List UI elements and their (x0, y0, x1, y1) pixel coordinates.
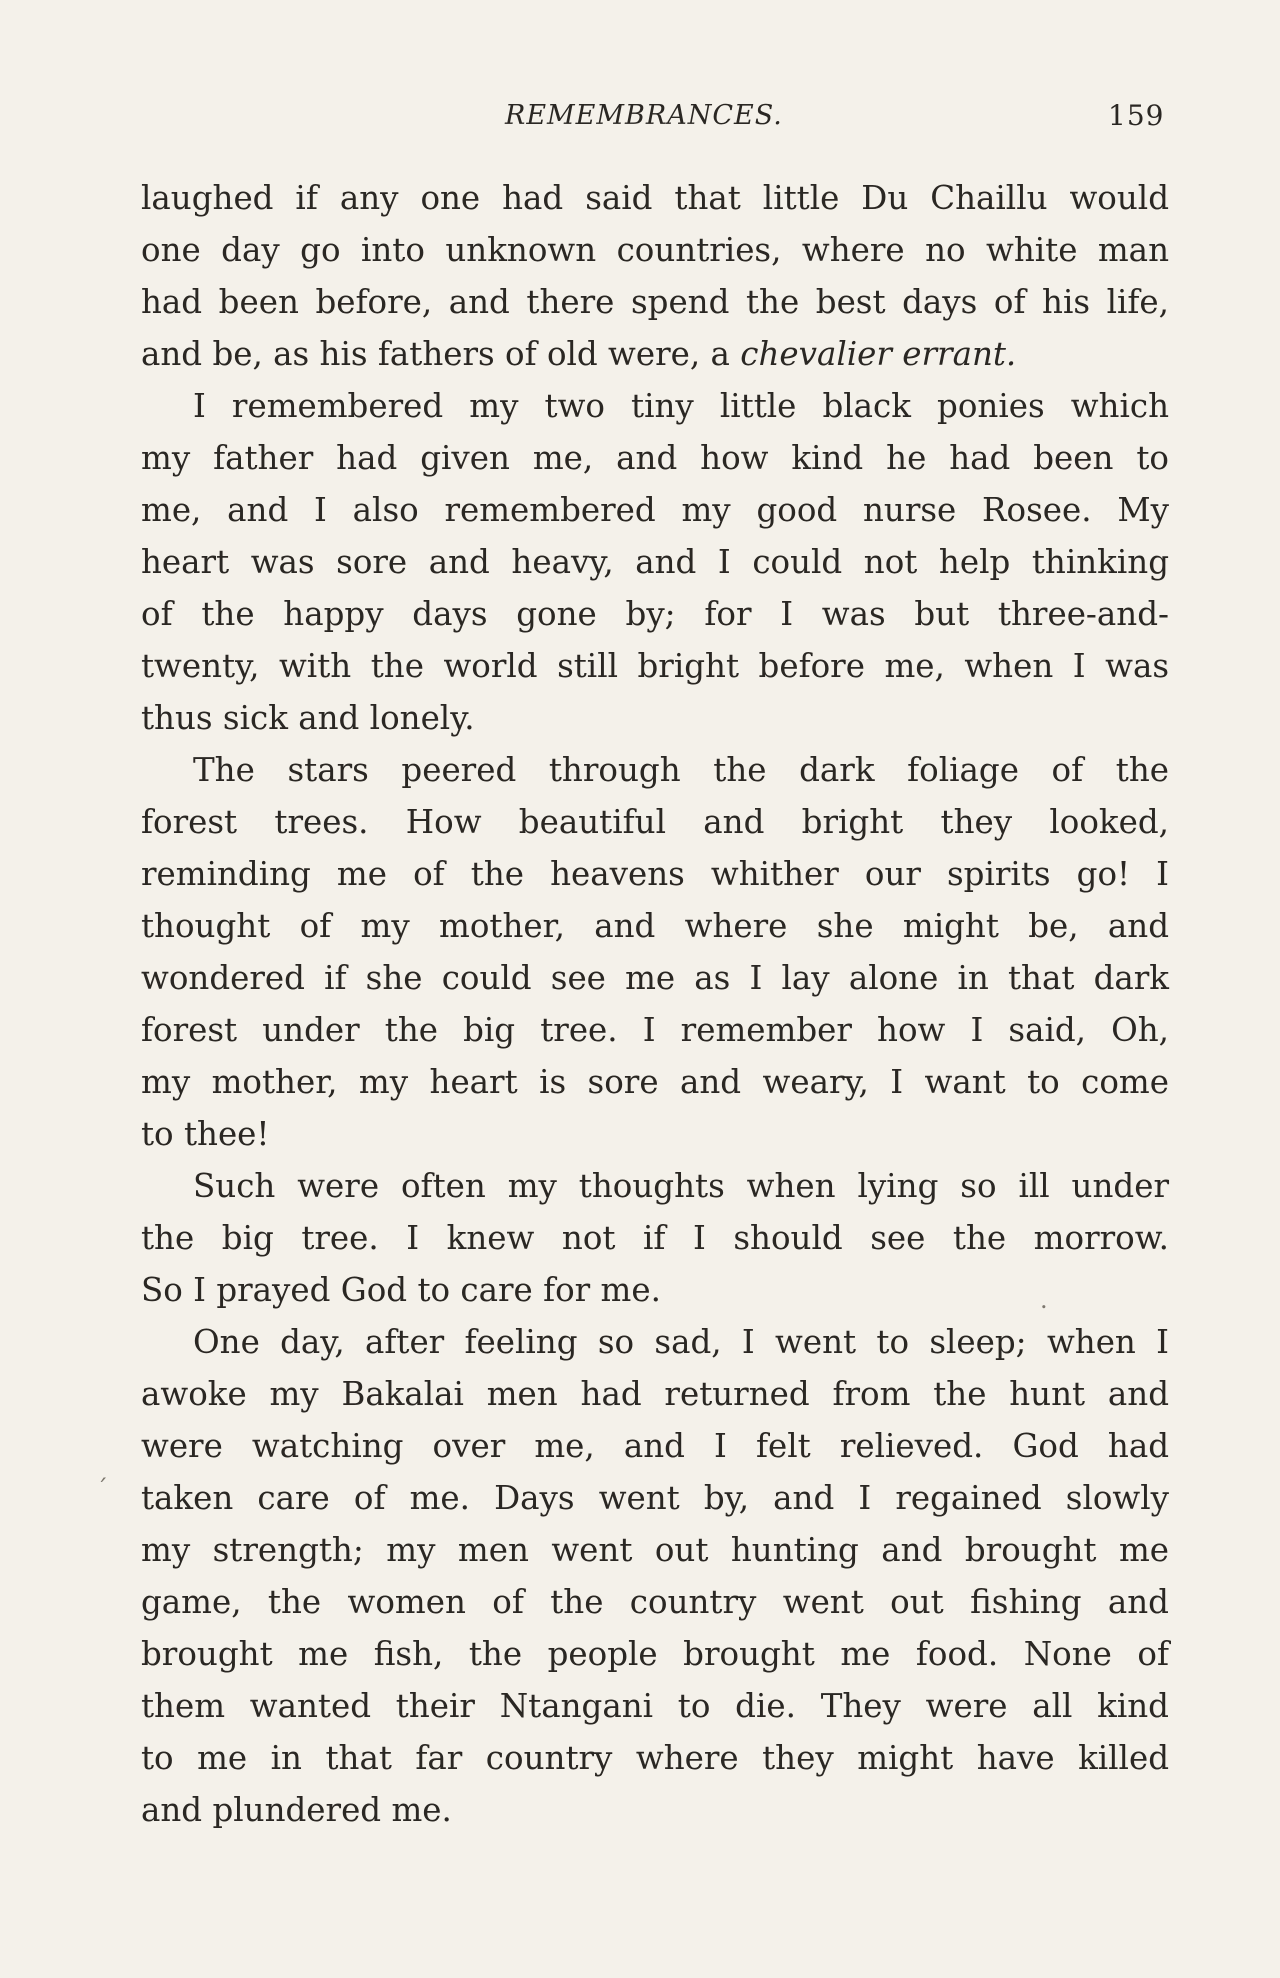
text-line: awoke my Bakalai men had returned from the hunt and (141, 1375, 1169, 1413)
text-line: my mother, my heart is sore and weary, I want to come (141, 1063, 1169, 1101)
body-text (141, 172, 1169, 1836)
text-line: reminding me of the heavens whither our spirits go! I (141, 855, 1169, 893)
text-line: laughed if any one had said that little Du Chaillu would (141, 179, 1169, 217)
page-number: 159 (1108, 99, 1165, 132)
text-line: wondered if she could see me as I lay alone in that dark (141, 959, 1169, 997)
stray-mark: ´ (96, 1475, 108, 1503)
text-line: One day, after feeling so sad, I went to sleep; when I (193, 1323, 1169, 1361)
text-line: game, the women of the country went out fishing and (141, 1583, 1169, 1621)
text-line: twenty, with the world still bright before me, when I was (141, 647, 1169, 685)
text-line: and plundered me. (141, 1791, 452, 1829)
stray-mark: . (1040, 1286, 1048, 1314)
running-title: REMEMBRANCES. (505, 100, 783, 131)
text-line: taken care of me. Days went by, and I regained slowly (141, 1479, 1169, 1517)
text-line: the big tree. I knew not if I should see the morrow. (141, 1219, 1169, 1257)
text-line: my father had given me, and how kind he had been to (141, 439, 1169, 477)
text-line: them wanted their Ntangani to die. They were all kind (141, 1687, 1169, 1725)
text-line (141, 328, 1169, 380)
italic-phrase: chevalier errant. (740, 335, 1017, 373)
text-line: me, and I also remembered my good nurse Rosee. My (141, 491, 1169, 529)
running-head (0, 98, 1280, 138)
text-line: my strength; my men went out hunting and brought me (141, 1531, 1169, 1569)
text-line: to me in that far country where they might have killed (141, 1739, 1169, 1777)
text-line: of the happy days gone by; for I was but three-and- (141, 595, 1169, 633)
text-line: So I prayed God to care for me. (141, 1271, 661, 1309)
text-line: I remembered my two tiny little black ponies which (193, 387, 1169, 425)
text-line: one day go into unknown countries, where no white man (141, 231, 1169, 269)
text-line: forest trees. How beautiful and bright they looked, (141, 803, 1169, 841)
text-line: The stars peered through the dark foliage of the (193, 751, 1169, 789)
text-line: were watching over me, and I felt relieved. God had (141, 1427, 1169, 1465)
text-line: brought me fish, the people brought me food. None of (141, 1635, 1169, 1673)
text-line: forest under the big tree. I remember how I said, Oh, (141, 1011, 1169, 1049)
text-line: thought of my mother, and where she might be, and (141, 907, 1169, 945)
line-text: and be, as his fathers of old were, a (141, 335, 730, 373)
text-line: had been before, and there spend the best days of his life, (141, 283, 1169, 321)
text-line: Such were often my thoughts when lying so ill under (193, 1167, 1169, 1205)
text-line: heart was sore and heavy, and I could not help thinking (141, 543, 1169, 581)
text-line: thus sick and lonely. (141, 699, 475, 737)
text-line: to thee! (141, 1115, 270, 1153)
